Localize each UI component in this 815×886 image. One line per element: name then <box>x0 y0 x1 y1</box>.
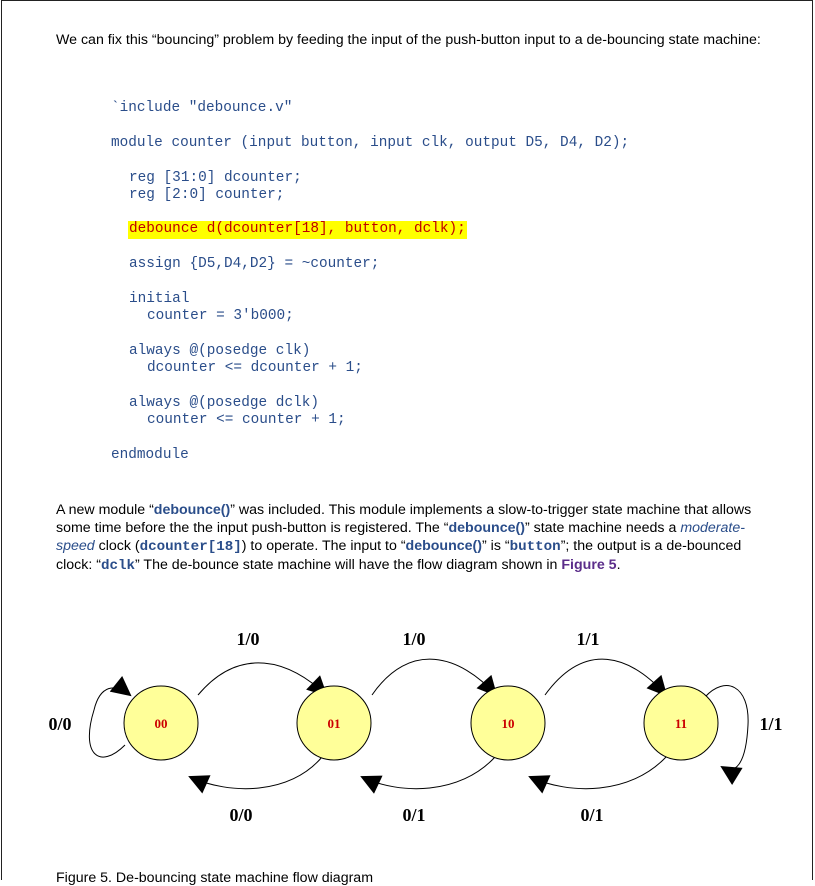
code-line-always-dclk: always @(posedge dclk) <box>129 395 319 411</box>
code-line-endmodule: endmodule <box>111 447 189 463</box>
transition-11-10 <box>530 757 666 789</box>
desc-text: . <box>616 557 621 573</box>
code-line-module: module counter (input button, input clk, output D5, D4, D2); <box>111 135 630 151</box>
code-line-counter-init: counter = 3'b000; <box>147 308 294 324</box>
desc-text: ” was included. This module implements a slow-to-trigger state machine that allows some time before the the input push-button is registered. The “ <box>56 502 752 536</box>
desc-text: clock ( <box>94 538 140 554</box>
bottom-label-11-10: 0/1 <box>580 805 604 825</box>
state-01-label: 01 <box>327 716 341 731</box>
desc-text: ”; the output is a de-bounced clock: “ <box>56 538 742 573</box>
transition-01-10 <box>372 659 496 695</box>
figure-caption: Figure 5. De-bouncing state machine flow diagram <box>56 870 374 886</box>
desc-text: ” The de-bounce state machine will have the flow diagram shown in <box>135 557 562 573</box>
transition-00-01 <box>198 663 326 695</box>
button-keyword: button <box>509 539 561 555</box>
code-line-always-clk: always @(posedge clk) <box>129 343 311 359</box>
code-line-counter-inc: counter <= counter + 1; <box>147 412 346 428</box>
code-line-reg-counter: reg [2:0] counter; <box>129 187 285 203</box>
dcounter-keyword: dcounter[18] <box>139 539 242 555</box>
state-10-label: 10 <box>501 716 515 731</box>
moderate-speed-text: moderate-speed <box>56 520 745 554</box>
state-00-label: 00 <box>154 716 168 731</box>
transition-10-11 <box>545 659 666 695</box>
state-machine-diagram <box>0 615 815 865</box>
desc-text: ” is “ <box>482 538 510 554</box>
state-11 <box>644 686 718 760</box>
debounce-keyword: debounce() <box>448 520 525 536</box>
intro-paragraph: We can fix this “bouncing” problem by feeding the input of the push-button input to a de-bouncing state machine: <box>56 32 761 48</box>
right-loop-label: 1/1 <box>759 714 783 734</box>
figure-reference: Figure 5 <box>561 557 617 573</box>
debounce-keyword: debounce() <box>405 538 482 554</box>
top-label-00-01: 1/0 <box>236 629 260 649</box>
desc-text: A new module “ <box>56 502 154 518</box>
code-line-include: `include "debounce.v" <box>111 100 293 116</box>
desc-text: ” state machine needs a <box>524 520 681 536</box>
state-10 <box>471 686 545 760</box>
top-label-10-11: 1/1 <box>576 629 600 649</box>
code-line-initial: initial <box>129 291 190 307</box>
debounce-keyword: debounce() <box>153 502 231 518</box>
state-11-label: 11 <box>674 716 688 731</box>
code-line-dcounter-inc: dcounter <= dcounter + 1; <box>147 360 363 376</box>
state-01 <box>297 686 371 760</box>
top-label-01-10: 1/0 <box>402 629 426 649</box>
desc-text: ) to operate. The input to “ <box>241 538 406 554</box>
dclk-keyword: dclk <box>100 558 135 574</box>
bottom-label-10-01: 0/1 <box>402 805 426 825</box>
code-line-debounce-highlighted: debounce d(dcounter[18], button, dclk); <box>129 221 466 237</box>
code-line-reg-dcounter: reg [31:0] dcounter; <box>129 170 302 186</box>
bottom-label-01-00: 0/0 <box>229 805 253 825</box>
left-loop-label: 0/0 <box>48 714 72 734</box>
state-00 <box>124 686 198 760</box>
code-line-assign: assign {D5,D4,D2} = ~counter; <box>129 256 380 272</box>
description-paragraph <box>56 501 768 575</box>
transition-10-01 <box>362 757 495 789</box>
transition-01-00 <box>190 757 322 789</box>
